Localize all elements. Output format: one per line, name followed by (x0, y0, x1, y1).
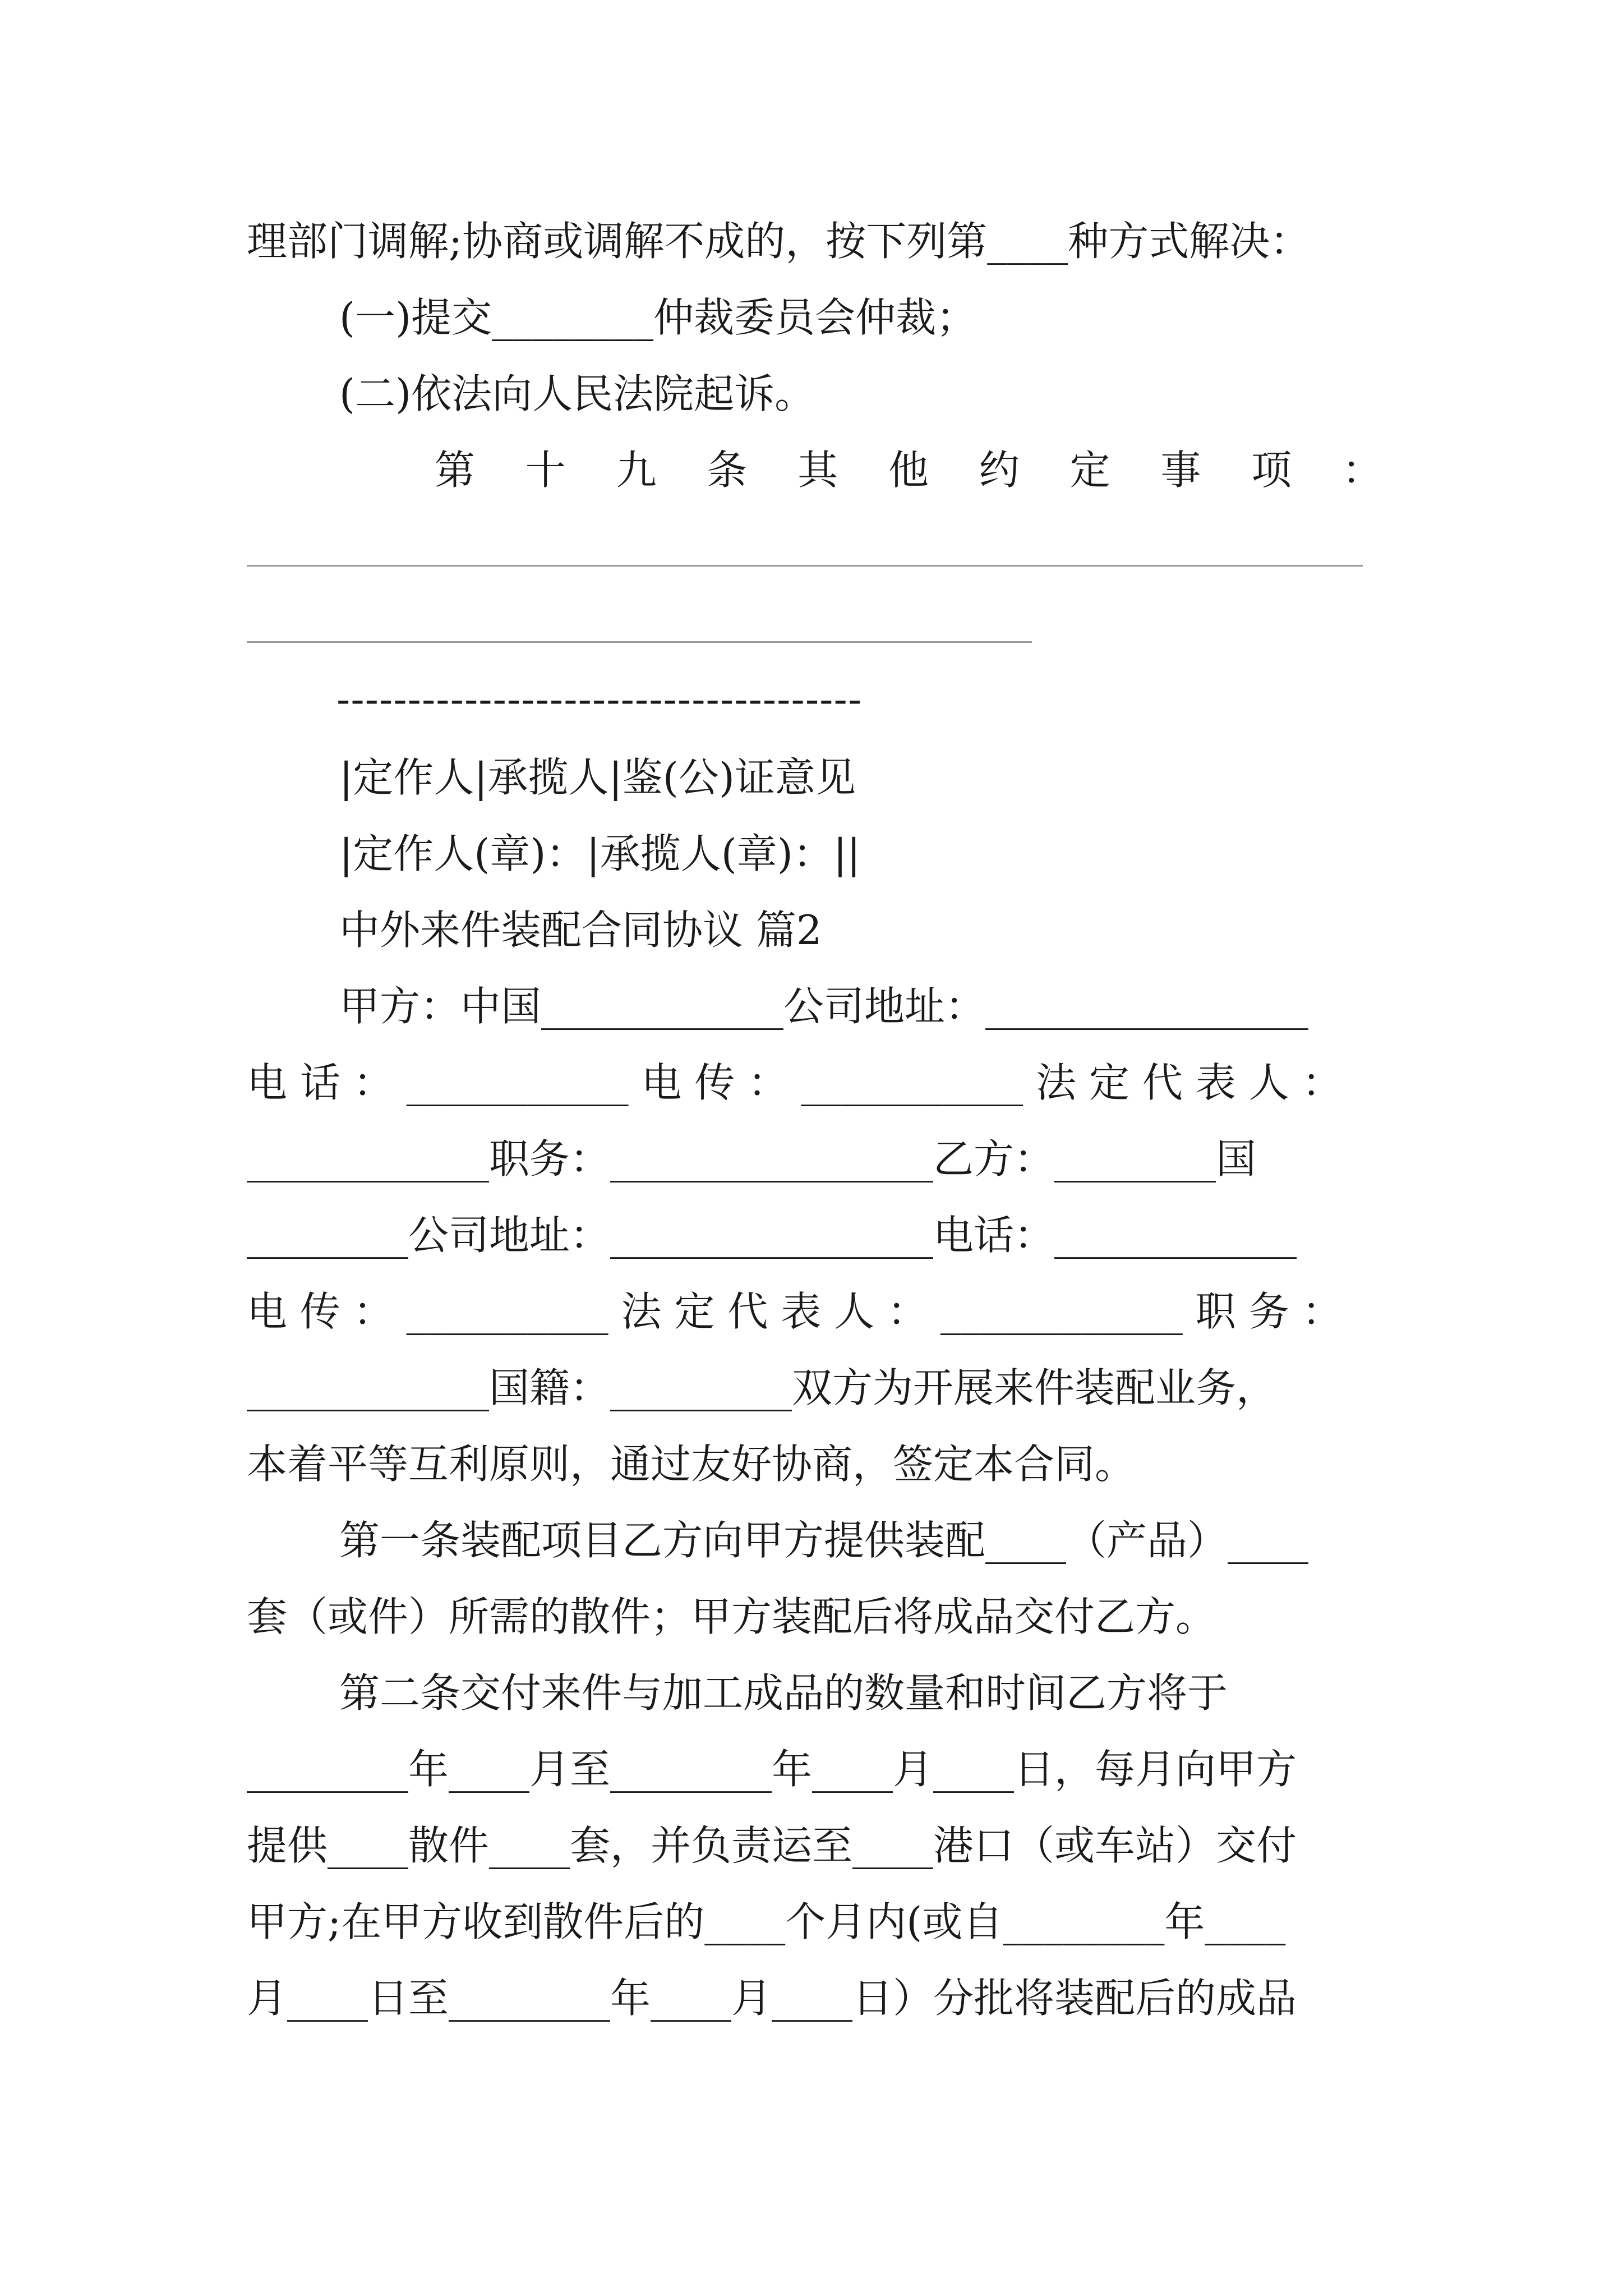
text-line: ________年____月至________年____月____日，每月向甲方 (247, 1746, 1297, 1793)
text-line: 甲方：中国____________公司地址：________________ (339, 983, 1309, 1030)
article-19-heading (435, 443, 1382, 497)
heading-char: 事 (1160, 447, 1201, 494)
heading-char: 十 (525, 447, 566, 494)
heading-char: 约 (979, 447, 1020, 494)
dashed-line: ------------------------------------- (336, 675, 863, 723)
heading-char: 其 (797, 447, 838, 494)
text-line: 甲方;在甲方收到散件后的____个月内(或自________年____ (247, 1898, 1286, 1945)
heading-char: 第 (435, 447, 476, 494)
text-line: 第一条装配项目乙方向甲方提供装配____（产品）____ (339, 1517, 1309, 1564)
blank-rule (247, 565, 1363, 567)
text-line: 本着平等互利原则，通过友好协商，签定本合同。 (247, 1441, 1136, 1488)
section-title: 中外来件装配合同协议 篇2 (339, 907, 822, 954)
text-line: 月____日至________年____月____日）分批将装配后的成品 (247, 1975, 1297, 2022)
text-line: (一)提交________仲裁委员会仲裁； (339, 294, 977, 341)
text-line: 第二条交付来件与加工成品的数量和时间乙方将于 (339, 1669, 1228, 1717)
text-line: 电 传 ： __________ 法 定 代 表 人 ： ____________ 职 务 ： (247, 1288, 1343, 1335)
heading-char: 定 (1069, 447, 1110, 494)
text-line: ____________国籍：_________双方为开展来件装配业务， (247, 1364, 1277, 1411)
text-line: 电 话 ： ___________ 电 传 ： ___________ 法 定 代 表 人 ： (247, 1059, 1343, 1106)
text-line: |定作人(章)：|承揽人(章)：|| (339, 830, 861, 877)
text-line: |定作人|承揽人|鉴(公)证意见 (339, 754, 856, 801)
text-line: ________公司地址：________________电话：____________ (247, 1212, 1297, 1259)
heading-char: 项 (1251, 447, 1292, 494)
text-line: 理部门调解;协商或调解不成的，按下列第____种方式解决： (247, 218, 1311, 265)
heading-char: 九 (616, 447, 657, 494)
text-line: 提供____散件____套，并负责运至____港口（或车站）交付 (247, 1822, 1297, 1869)
heading-char: 他 (888, 447, 929, 494)
text-line: (二)依法向人民法院起诉。 (339, 370, 815, 417)
text-line: 套（或件）所需的散件；甲方装配后将成品交付乙方。 (247, 1593, 1216, 1640)
heading-char: 条 (707, 447, 748, 494)
blank-rule (247, 641, 1032, 643)
heading-char: ： (1341, 447, 1382, 494)
text-line: ____________职务：________________乙方：________国 (247, 1135, 1257, 1182)
